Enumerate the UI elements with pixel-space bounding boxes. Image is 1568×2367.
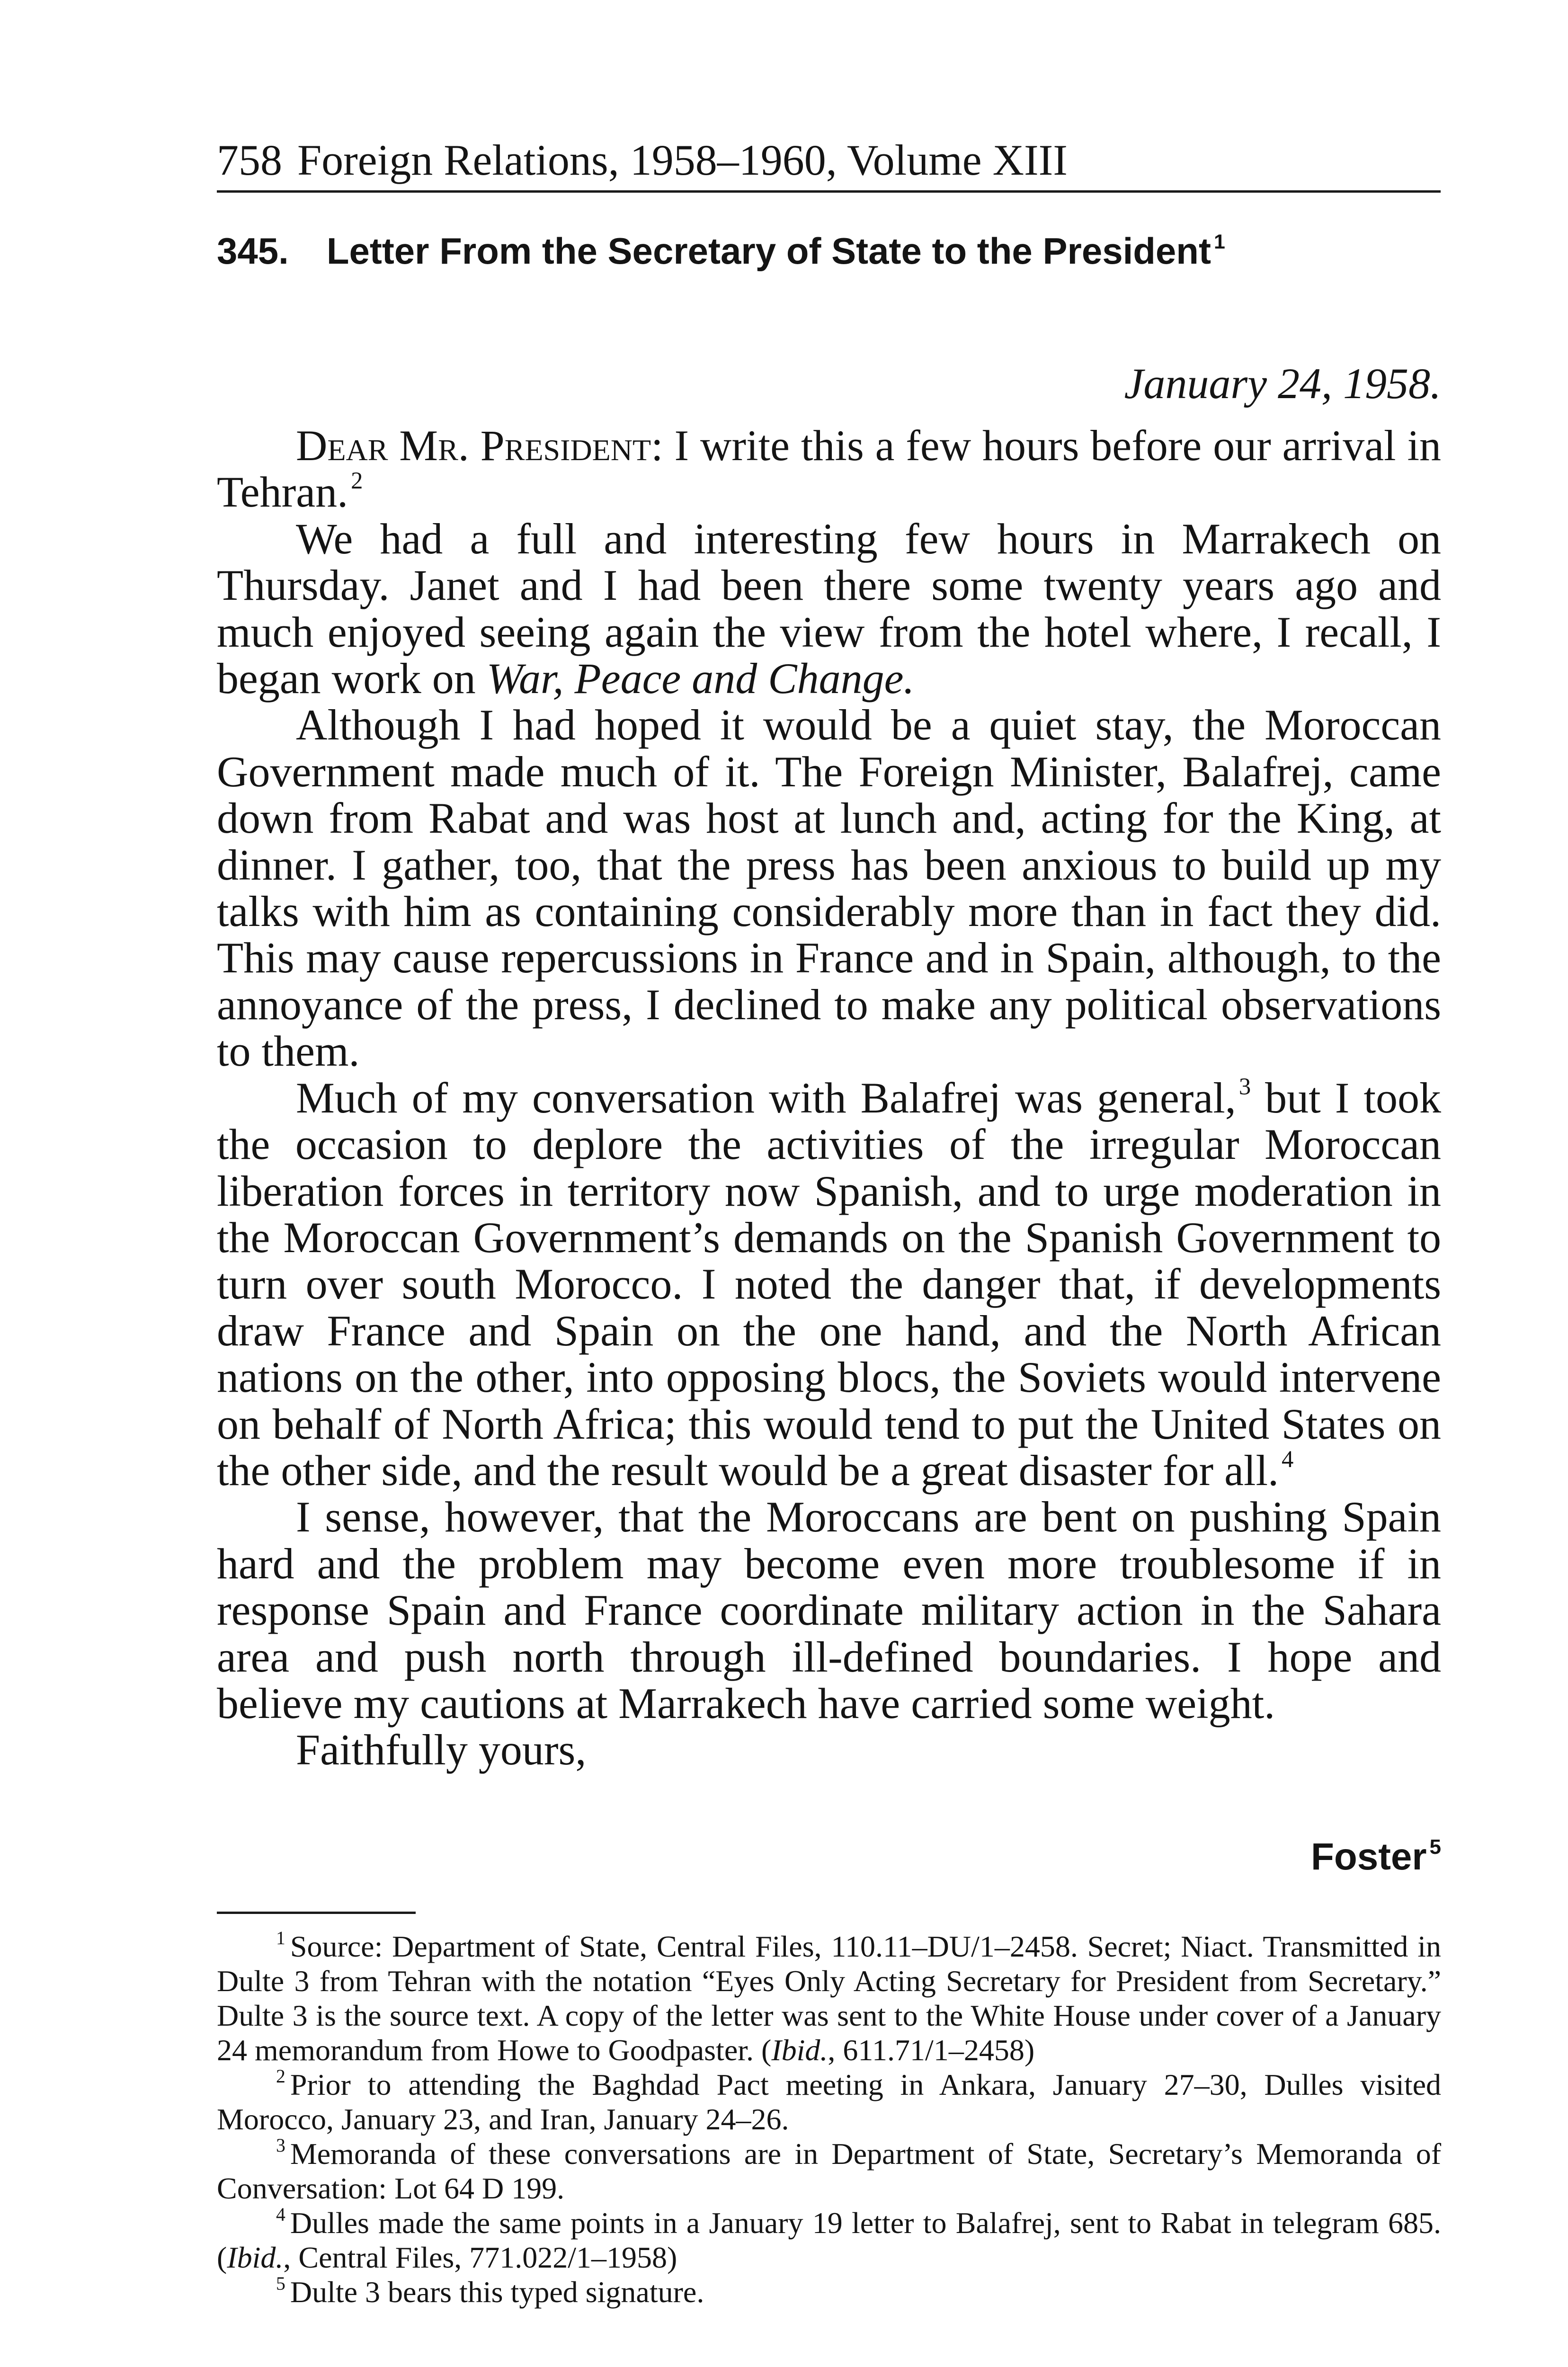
footnote-3: $^3$ Memoranda of these conversations are in Department of State, Secretary’s Memoranda of Conversation: Lot 64 D 199. bbox=[217, 2135, 1441, 2205]
footnote-ref-5[interactable]: 5 bbox=[1429, 1835, 1441, 1859]
footnote-4: $^4$ Dulles made the same points in a January 19 letter to Balafrej, sent to Rabat in telegram 685. (Ibid., Central Files, 771.022/1–1958) bbox=[217, 2204, 1441, 2274]
book-title: War, Peace and Change. bbox=[486, 654, 915, 703]
paragraph-2: We had a full and interesting few hours in Marrakech on Thursday. Janet and I had been there some twenty years ago and much enjoyed seeing again the view from the hotel where, I recall, I began work on War, Peace and Change. bbox=[217, 514, 1441, 703]
letter-body bbox=[217, 422, 1441, 1773]
paragraph-1: Dear Mr. President: I write this a few hours before our arrival in Tehran. $^2$ bbox=[217, 421, 1442, 516]
footnote-2: $^2$ Prior to attending the Baghdad Pact meeting in Ankara, January 27–30, Dulles visited Morocco, January 23, and Iran, January 24–26. bbox=[217, 2066, 1441, 2136]
document-title: Letter From the Secretary of State to the President bbox=[326, 230, 1211, 272]
salutation: Dear Mr. President: bbox=[296, 421, 663, 470]
paragraph-3: Although I had hoped it would be a quiet stay, the Moroccan Government made much of it. The Foreign Minister, Balafrej, came down from Rabat and was host at lunch and, acting for the King, at dinner. I gather, too, that the press has been anxious to build up my talks with him as containing considerably more than in fact they did. This may cause repercussions in France and in Spain, although, to the annoyance of the press, I declined to make any political observations to them. bbox=[217, 701, 1441, 1076]
paragraph-5: I sense, however, that the Moroccans are bent on pushing Spain hard and the problem may become even more troublesome if in response Spain and France coordinate military action in the Sahara area and push north through ill-defined boundaries. I hope and believe my cautions at Marrakech have carried some weight. bbox=[217, 1493, 1441, 1727]
footnote-ref-1[interactable]: 1 bbox=[1213, 230, 1225, 253]
footnote-5: $^5$ Dulte 3 bears this typed signature. bbox=[276, 2273, 704, 2309]
paragraph-4: Much of my conversation with Balafrej was general, $^3$ but I took the occasion to deplore the activities of the irregular Moroccan liberation forces in territory now Spanish, and to urge moderation in the Moroccan Government’s demands on the Spanish Government to turn over south Morocco. I noted the danger that, if developments draw France and Spain on the one hand, and the North African nations on the other, into opposing blocs, the Soviets would intervene on behalf of North Africa; this would tend to put the United States on the other side, and the result would be a great disaster for all. $^4$ bbox=[217, 1073, 1441, 1495]
page-number: 758 bbox=[217, 136, 282, 184]
document-number: 345. bbox=[217, 230, 289, 272]
footnote-ref-3[interactable]: 3 bbox=[1238, 1073, 1251, 1100]
letter-date: January 24, 1958. bbox=[1124, 359, 1441, 408]
running-header bbox=[217, 132, 1441, 193]
footnote-1: $^1$ Source: Department of State, Central Files, 110.11–DU/1–2458. Secret; Niact. Transmitted in Dulte 3 from Tehran with the notation “Eyes Only Acting Secretary for President from Secretary.” Dulte 3 is the source text. A copy of the letter was sent to the White House under cover of a January 24 memorandum from Howe to Goodpaster. (Ibid., 611.71/1–2458) bbox=[217, 1928, 1441, 2067]
footnote-ref-4[interactable]: 4 bbox=[1282, 1446, 1294, 1472]
footnotes bbox=[217, 1929, 1441, 2309]
document-heading bbox=[217, 227, 1225, 275]
footnote-divider bbox=[217, 1912, 416, 1914]
running-title: Foreign Relations, 1958–1960, Volume XIII bbox=[297, 136, 1068, 184]
signature: Foster $^5$ bbox=[1311, 1835, 1441, 1878]
closing: Faithfully yours, bbox=[296, 1726, 587, 1774]
footnote-ref-2[interactable]: 2 bbox=[351, 467, 363, 494]
